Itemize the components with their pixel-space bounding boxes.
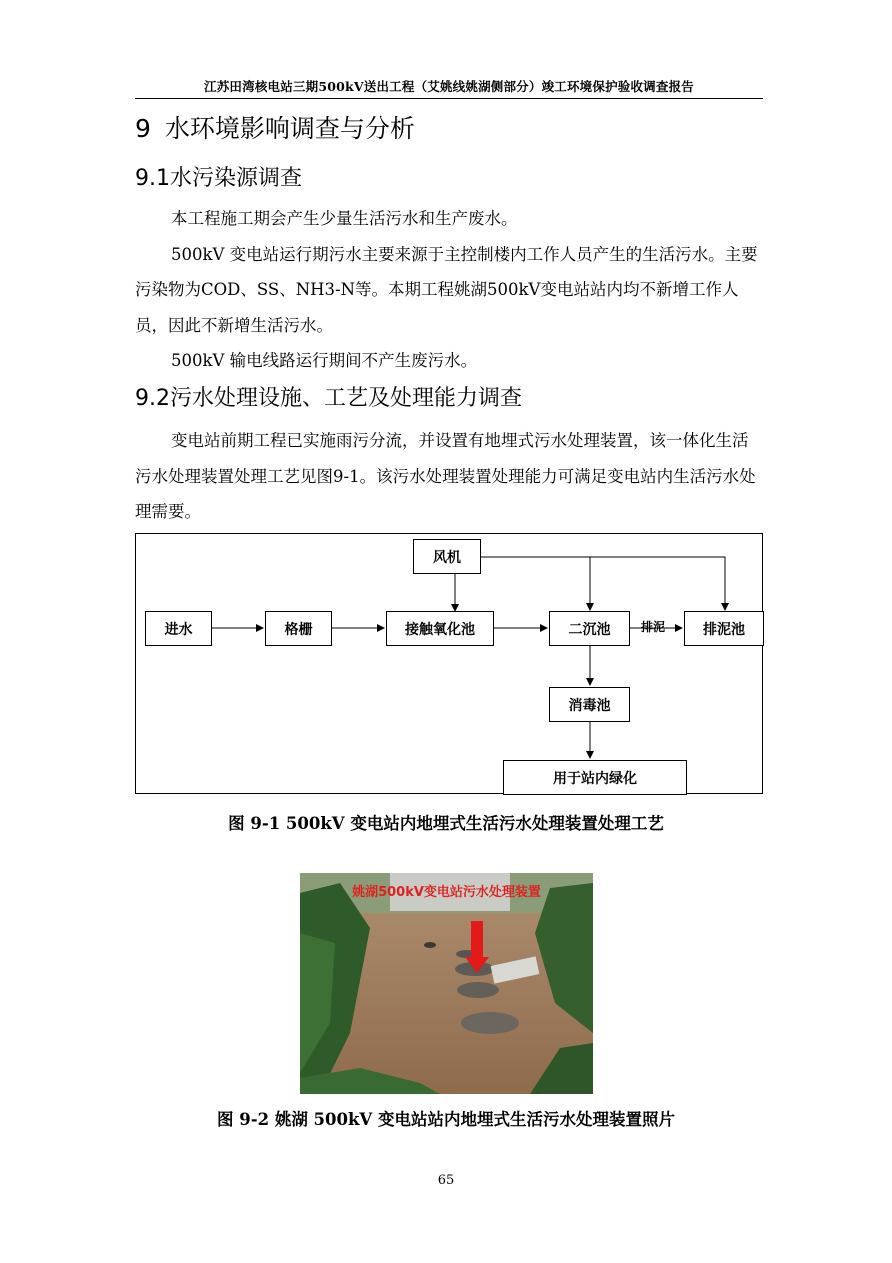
chapter-heading: [135, 109, 415, 145]
paragraph: 变电站前期工程已实施雨污分流，并设置有地埋式污水处理装置，该一体化生活污水处理装置处理工艺见图9-1。该污水处理装置处理能力可满足变电站内生活污水处理需要。: [135, 431, 756, 521]
photo-overlay-label: 姚湖500kV变电站污水处理装置: [352, 885, 541, 900]
node-secondary-clarifier: 二沉池: [549, 611, 630, 646]
process-flowchart: [135, 533, 763, 794]
paragraph: 本工程施工期会产生少量生活污水和生产废水。: [171, 209, 518, 228]
edge-label-sludge: 排泥: [641, 620, 666, 634]
figure-9-1-caption: 图 9-1 500kV 变电站内地埋式生活污水处理装置处理工艺: [228, 814, 664, 833]
node-disinfection-tank: 消毒池: [549, 687, 630, 722]
figure-9-2-caption: 图 9-2 姚湖 500kV 变电站站内地埋式生活污水处理装置照片: [217, 1110, 675, 1129]
section-9-2-body: [135, 423, 763, 530]
section-9-1-body: [135, 201, 763, 379]
chapter-title: 水环境影响调查与分析: [164, 114, 415, 143]
section-9-1-heading: 9.1水污染源调查: [135, 166, 302, 191]
page-number: 65: [437, 1173, 455, 1188]
paragraph: 500kV 变电站运行期污水主要来源于主控制楼内工作人员产生的生活污水。主要污染物为COD、SS、NH3-N等。本期工程姚湖500kV变电站站内均不新增工作人员，因此不新增生活污水。: [135, 244, 758, 335]
node-sludge-tank: 排泥池: [684, 611, 764, 646]
node-fan: 风机: [413, 539, 481, 574]
node-screen: 格栅: [265, 611, 332, 646]
node-contact-oxidation: 接触氧化池: [386, 611, 494, 646]
header-rule: [135, 98, 763, 99]
node-greening: 用于站内绿化: [503, 760, 687, 795]
running-header: 江苏田湾核电站三期500kV送出工程（艾姚线姚湖侧部分）竣工环境保护验收调查报告: [204, 79, 694, 94]
section-9-2-heading: 9.2污水处理设施、工艺及处理能力调查: [135, 386, 522, 411]
treatment-device-photo: [300, 873, 593, 1094]
photo-illustration: [300, 873, 593, 1094]
chapter-number: 9: [135, 114, 151, 143]
arrow-fan-sludge: [481, 557, 725, 610]
node-inlet: 进水: [145, 611, 212, 646]
paragraph: 500kV 输电线路运行期间不产生废污水。: [171, 351, 478, 370]
